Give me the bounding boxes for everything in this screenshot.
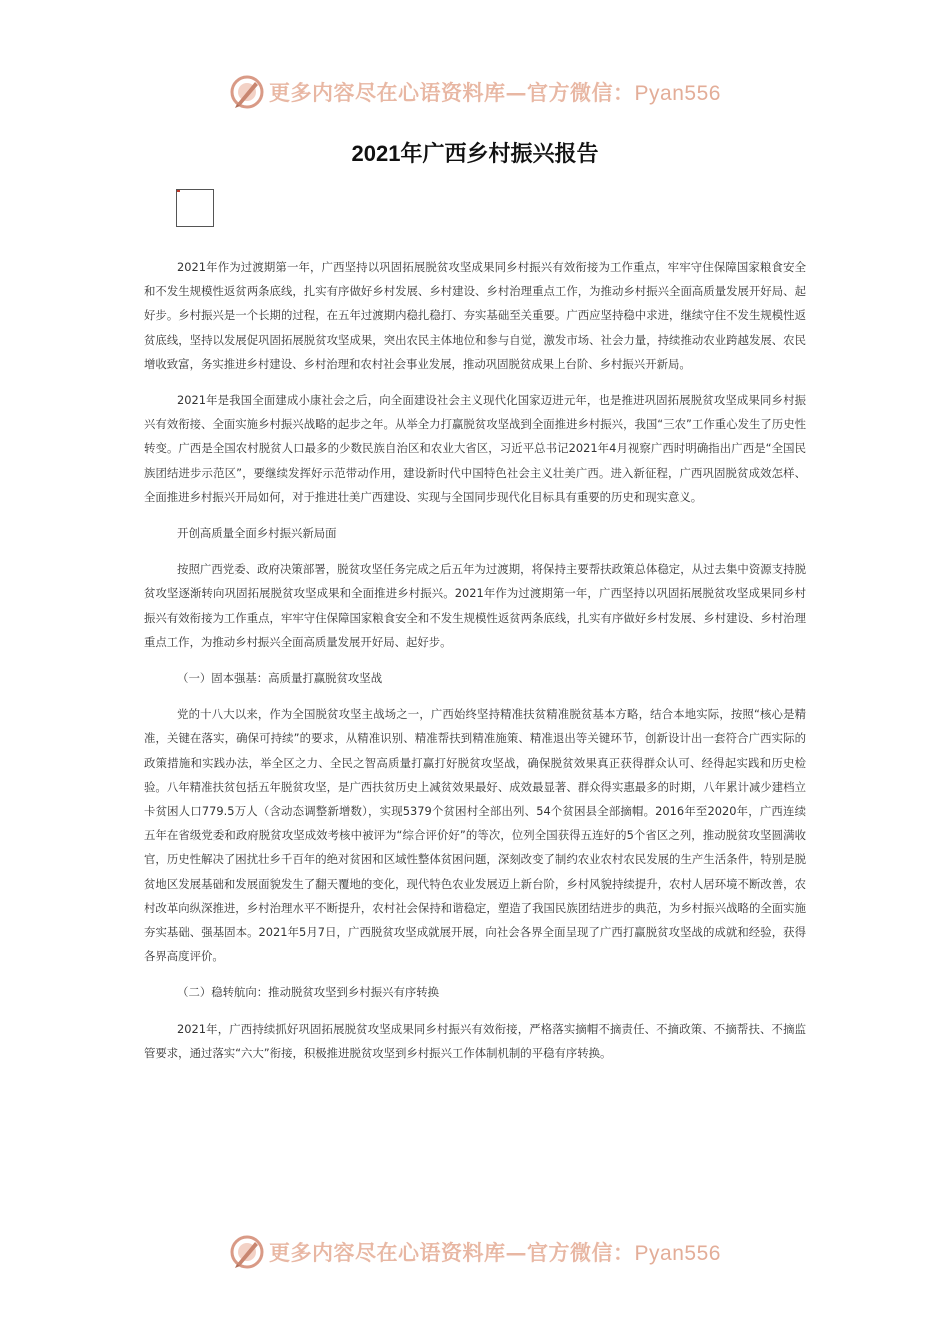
watermark-banner-bottom <box>0 1232 950 1272</box>
section-heading: 开创高质量全面乡村振兴新局面 <box>177 526 337 541</box>
image-placeholder <box>176 189 214 227</box>
paragraph: 按照广西党委、政府决策部署，脱贫攻坚任务完成之后五年为过渡期，将保持主要帮扶政策总体稳定，从过去集中资源支持脱贫攻坚逐渐转向巩固拓展脱贫攻坚成果和全面推进乡村振兴。2021年作为过渡期第一年，广西坚持以巩固拓展脱贫攻坚成果同乡村振兴有效衔接为工作重点，牢牢守住保障国家粮食安全和不发生规模性返贫两条底线，扎实有序做好乡村发展、乡村建设、乡村治理重点工作，为推动乡村振兴全面高质量发展开好局、起好步。 <box>144 562 806 649</box>
document-title: 2021年广西乡村振兴报告 <box>351 141 599 166</box>
section-heading: （一）固本强基：高质量打赢脱贫攻坚战 <box>177 671 383 686</box>
pen-logo-icon <box>229 1234 265 1270</box>
paragraph: 党的十八大以来，作为全国脱贫攻坚主战场之一，广西始终坚持精准扶贫精准脱贫基本方略，结合本地实际，按照“核心是精准，关键在落实，确保可持续”的要求，从精准识别、精准帮扶到精准施策、精准退出等关键环节，创新设计出一套符合广西实际的政策措施和实践办法，举全区之力、全民之智高质量打赢打好脱贫攻坚战，确保脱贫效果真正获得群众认可、经得起实践和历史检验。八年精准扶贫包括五年脱贫攻坚，是广西扶贫历史上减贫效果最好、成效最显著、群众得实惠最多的时期，八年累计减少建档立卡贫困人口779.5万人（含动态调整新增数），实现5379个贫困村全部出列、54个贫困县全部摘帽。2016年至2020年，广西连续五年在省级党委和政府脱贫攻坚成效考核中被评为“综合评价好”的等次，位列全国获得五连好的5个省区之列，推动脱贫攻坚圆满收官，历史性解决了困扰壮乡千百年的绝对贫困和区域性整体贫困问题，深刻改变了制约农业农村农民发展的生产生活条件，特别是脱贫地区发展基础和发展面貌发生了翻天覆地的变化，现代特色农业发展迈上新台阶，乡村风貌持续提升，农村人居环境不断改善，农村改革向纵深推进，乡村治理水平不断提升，农村社会保持和谐稳定，塑造了我国民族团结进步的典范，为乡村振兴战略的全面实施夯实基础、强基固本。2021年5月7日，广西脱贫攻坚成就展开展，向社会各界全面呈现了广西打赢脱贫攻坚战的成就和经验，获得各界高度评价。 <box>144 707 806 964</box>
section-heading: （二）稳转航向：推动脱贫攻坚到乡村振兴有序转换 <box>177 985 440 1000</box>
paragraph: 2021年是我国全面建成小康社会之后，向全面建设社会主义现代化国家迈进元年，也是推进巩固拓展脱贫攻坚成果同乡村振兴有效衔接、全面实施乡村振兴战略的起步之年。从举全力打赢脱贫攻坚战到全面推进乡村振兴，我国“三农”工作重心发生了历史性转变。广西是全国农村脱贫人口最多的少数民族自治区和农业大省区，习近平总书记2021年4月视察广西时明确指出广西是“全国民族团结进步示范区”，要继续发挥好示范带动作用，建设新时代中国特色社会主义壮美广西。进入新征程，广西巩固脱贫成效怎样、全面推进乡村振兴开局如何，对于推进壮美广西建设、实现与全国同步现代化目标具有重要的历史和现实意义。 <box>144 393 806 504</box>
document-body <box>144 255 806 1077</box>
watermark-banner-top <box>0 72 950 112</box>
banner-text: 更多内容尽在心语资料库—官方微信：Pyan556 <box>269 80 721 105</box>
paragraph: 2021年作为过渡期第一年，广西坚持以巩固拓展脱贫攻坚成果同乡村振兴有效衔接为工作重点，牢牢守住保障国家粮食安全和不发生规模性返贫两条底线，扎实有序做好乡村发展、乡村建设、乡村治理重点工作，为推动乡村振兴全面高质量发展开好局、起好步。乡村振兴是一个长期的过程，在五年过渡期内稳扎稳打、夯实基础至关重要。广西应坚持稳中求进，继续守住不发生规模性返贫底线，坚持以发展促巩固拓展脱贫攻坚成果，突出农民主体地位和参与自觉，激发市场、社会力量，持续推动农业跨越发展、农民增收致富，务实推进乡村建设、乡村治理和农村社会事业发展，推动巩固脱贫成果上台阶、乡村振兴开新局。 <box>144 260 806 371</box>
paragraph: 2021年，广西持续抓好巩固拓展脱贫攻坚成果同乡村振兴有效衔接，严格落实摘帽不摘责任、不摘政策、不摘帮扶、不摘监管要求，通过落实“六大”衔接，积极推进脱贫攻坚到乡村振兴工作体制机制的平稳有序转换。 <box>144 1021 806 1060</box>
banner-wechat-id: Pyan556 <box>634 1242 721 1265</box>
pen-logo-icon <box>229 74 265 110</box>
banner-text: 更多内容尽在心语资料库—官方微信：Pyan556 <box>269 1240 721 1265</box>
banner-wechat-id: Pyan556 <box>634 82 721 105</box>
